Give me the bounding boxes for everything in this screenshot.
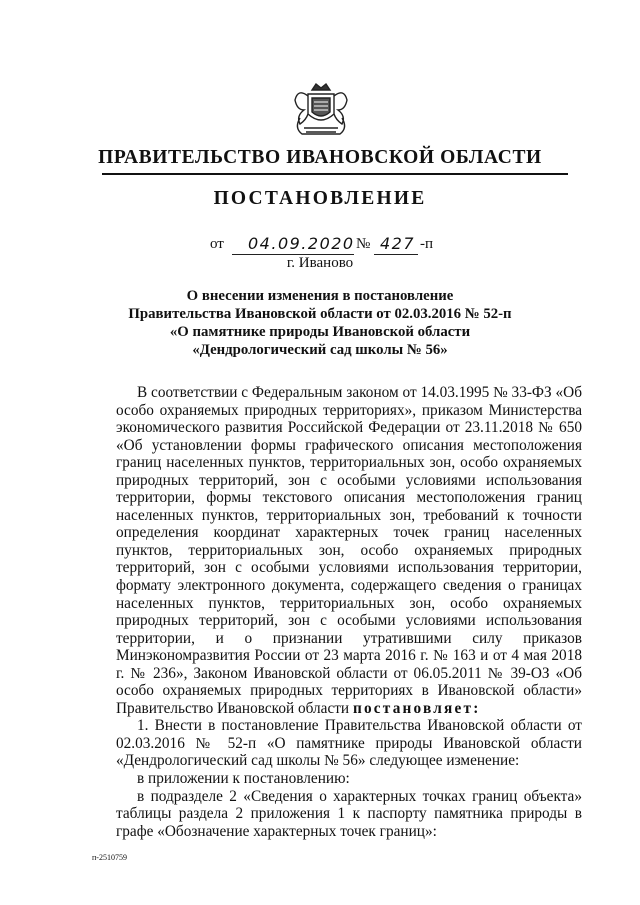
annex-paragraph: в приложении к постановлению:: [137, 770, 350, 788]
number-suffix: -п: [420, 236, 434, 252]
subject-line: О внесении изменения в постановление: [186, 288, 454, 304]
government-title: ПРАВИТЕЛЬСТВО ИВАНОВСКОЙ ОБЛАСТИ: [98, 147, 542, 168]
subject-line: «О памятнике природы Ивановской области: [169, 324, 471, 340]
document-code: п-2510759: [92, 853, 127, 862]
date-prefix: от: [210, 236, 224, 252]
item-1-paragraph: 1. Внести в постановление Правительства Ивановской области от 02.03.2016 № 52-п «О памятнике природы Ивановской области «Дендрологический сад школы № 56» следующее изменение:: [116, 717, 582, 770]
subsection-paragraph: в подразделе 2 «Сведения о характерных точках границ объекта» таблицы раздела 2 приложения 1 к паспорту памятника природы в графе «Обозначение характерных точек границ»:: [116, 787, 582, 840]
subject-line: Правительства Ивановской области от 02.03.2016 № 52-п: [128, 306, 512, 322]
document-type: ПОСТАНОВЛЕНИЕ: [213, 188, 427, 209]
decree-word: постановляет:: [352, 699, 481, 717]
document-body: [116, 384, 582, 840]
coat-of-arms-emblem: [292, 80, 350, 140]
handwritten-date: 04.09.2020: [248, 234, 355, 253]
preamble-paragraph: [116, 384, 582, 717]
preamble-text: В соответствии с Федеральным законом от 14.03.1995 № 33-ФЗ «Об особо охраняемых природных территориях», приказом Министерства экономического развития Российской Федерации от 23.11.2018 № 650 «Об установлении формы графического описания местоположения границ населенных пунктов, территориальных зон, особо охраняемых природных территорий, зон с особыми условиями использования территории, формы текстового описания местоположения границ населенных пунктов, территориальных зон, требований к точности определения координат характерных точек границ населенных пунктов, территориальных зон, особо охраняемых природных территорий, зон с особыми условиями использования территории, формату электронного документа, содержащего сведения о границах населенных пунктов, территориальных зон, особо охраняемых природных территорий, зон с особыми условиями использования территории, и о признании утратившими силу приказов Минэкономразвития России от 23 марта 2016 г. № 163 и от 4 мая 2018 г. № 236», Законом Ивановской области от 06.05.2011 № 39-ОЗ «Об особо охраняемых природных территориях в Ивановской области» Правительство Ивановской области: [116, 384, 582, 717]
number-sign: №: [356, 236, 371, 252]
city-name: г. Иваново: [286, 255, 354, 271]
title-underline: [102, 173, 568, 175]
subject-line: «Дендрологический сад школы № 56»: [192, 342, 448, 358]
handwritten-number: 427: [380, 234, 416, 253]
document-subject: [80, 287, 560, 359]
